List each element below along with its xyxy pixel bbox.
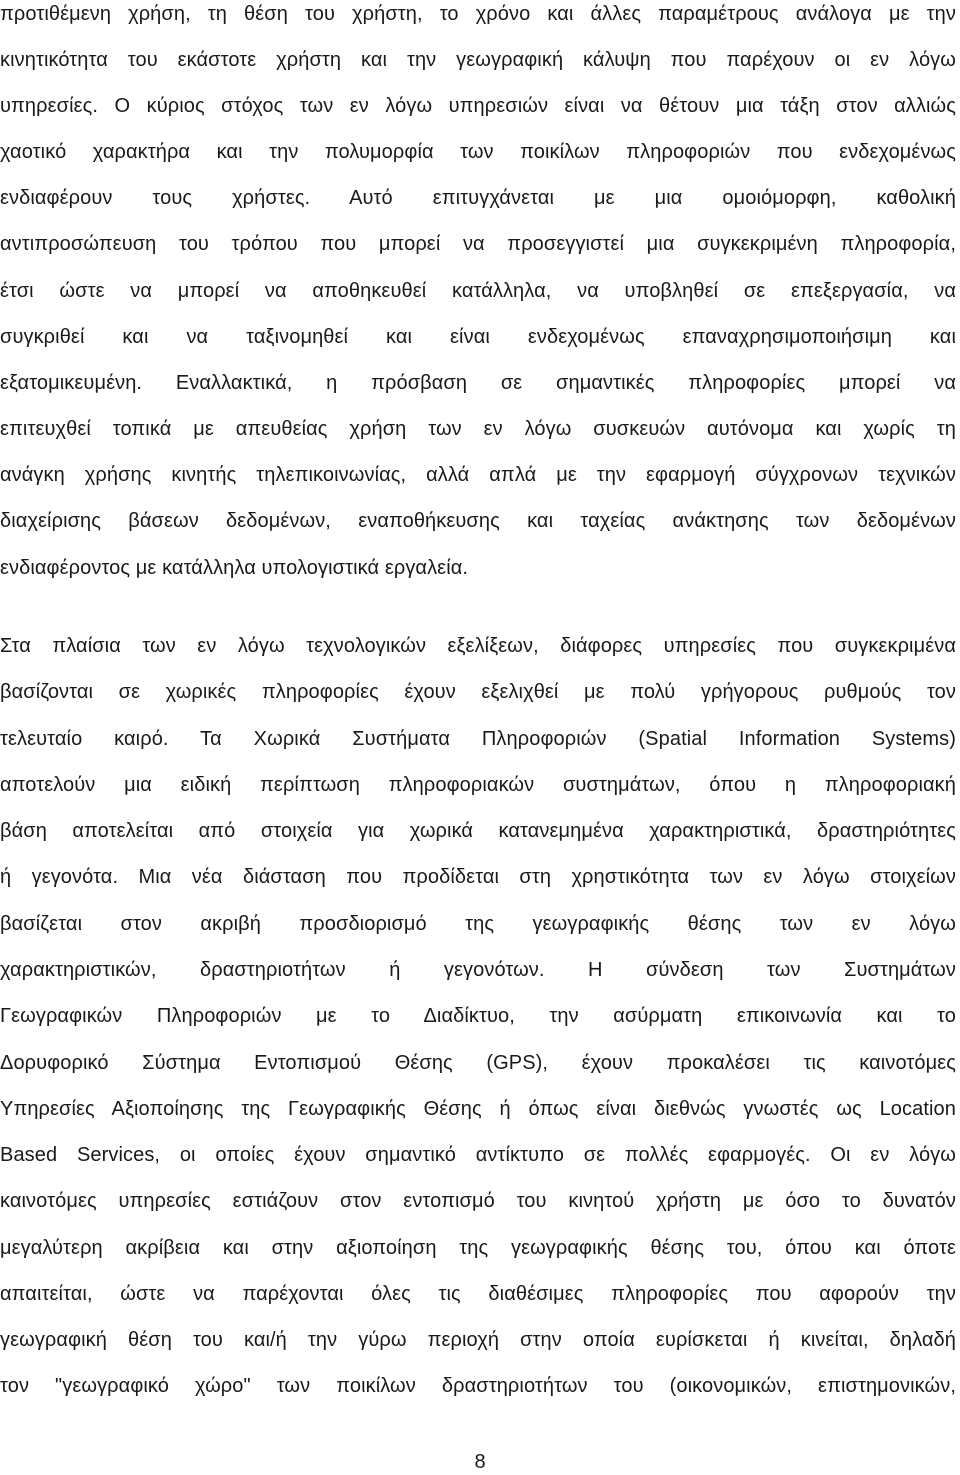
text-line: Δορυφορικό Σύστημα Εντοπισμού Θέσης (GPS), έχουν προκαλέσει τις καινοτόμες: [0, 1052, 956, 1074]
text-line: Γεωγραφικών Πληροφοριών με το Διαδίκτυο, την ασύρματη επικοινωνία και το: [0, 1005, 956, 1027]
text-line: έτσι ώστε να μπορεί να αποθηκευθεί κατάλληλα, να υποβληθεί σε επεξεργασία, να: [0, 280, 956, 302]
text-line: χαρακτηριστικών, δραστηριοτήτων ή γεγονότων. Η σύνδεση των Συστημάτων: [0, 959, 956, 981]
text-line: ή γεγονότα. Μια νέα διάσταση που προδίδεται στη χρηστικότητα των εν λόγω στοιχείων: [0, 866, 956, 888]
text-line: μεγαλύτερη ακρίβεια και στην αξιοποίηση της γεωγραφικής θέσης του, όπου και όποτε: [0, 1237, 956, 1259]
text-line: τελευταίο καιρό. Τα Χωρικά Συστήματα Πληροφοριών (Spatial Information Systems): [0, 728, 956, 750]
text-line: κινητικότητα του εκάστοτε χρήστη και την γεωγραφική κάλυψη που παρέχουν οι εν λόγω: [0, 49, 956, 71]
text-line: διαχείρισης βάσεων δεδομένων, εναποθήκευσης και ταχείας ανάκτησης των δεδομένων: [0, 510, 956, 532]
text-line: επιτευχθεί τοπικά με απευθείας χρήση των εν λόγω συσκευών αυτόνομα και χωρίς τη: [0, 418, 956, 440]
text-line: ενδιαφέροντος με κατάλληλα υπολογιστικά εργαλεία.: [0, 557, 469, 579]
text-line: Στα πλαίσια των εν λόγω τεχνολογικών εξελίξεων, διάφορες υπηρεσίες που συγκεκριμένα: [0, 635, 956, 657]
text-line: ανάγκη χρήσης κινητής τηλεπικοινωνίας, αλλά απλά με την εφαρμογή σύγχρονων τεχνικών: [0, 464, 956, 486]
text-line: χαοτικό χαρακτήρα και την πολυμορφία των ποικίλων πληροφοριών που ενδεχομένως: [0, 141, 956, 163]
page-number: 8: [474, 1451, 486, 1473]
text-line: βασίζονται σε χωρικές πληροφορίες έχουν εξελιχθεί με πολύ γρήγορους ρυθμούς τον: [0, 681, 956, 703]
text-line: ενδιαφέρουν τους χρήστες. Αυτό επιτυγχάνεται με μια ομοιόμορφη, καθολική: [0, 187, 956, 209]
text-line: αποτελούν μια ειδική περίπτωση πληροφοριακών συστημάτων, όπου η πληροφοριακή: [0, 774, 956, 796]
text-line: αντιπροσώπευση του τρόπου που μπορεί να προσεγγιστεί μια συγκεκριμένη πληροφορία,: [0, 233, 956, 255]
text-line: υπηρεσίες. Ο κύριος στόχος των εν λόγω υπηρεσιών είναι να θέτουν μια τάξη στον αλλιώς: [0, 95, 956, 117]
text-line: γεωγραφική θέση του και/ή την γύρω περιοχή στην οποία ευρίσκεται ή κινείται, δηλαδή: [0, 1329, 956, 1351]
text-line: εξατομικευμένη. Εναλλακτικά, η πρόσβαση σε σημαντικές πληροφορίες μπορεί να: [0, 372, 956, 394]
text-line: Υπηρεσίες Αξιοποίησης της Γεωγραφικής Θέσης ή όπως είναι διεθνώς γνωστές ως Location: [0, 1098, 956, 1120]
text-line: βάση αποτελείται από στοιχεία για χωρικά κατανεμημένα χαρακτηριστικά, δραστηριότητες: [0, 820, 956, 842]
text-line: απαιτείται, ώστε να παρέχονται όλες τις διαθέσιμες πληροφορίες που αφορούν την: [0, 1283, 956, 1305]
text-line: προτιθέμενη χρήση, τη θέση του χρήστη, το χρόνο και άλλες παραμέτρους ανάλογα με την: [0, 3, 956, 25]
text-line: τον "γεωγραφικό χώρο" των ποικίλων δραστηριοτήτων του (οικονομικών, επιστημονικών,: [0, 1375, 956, 1397]
text-line: Based Services, οι οποίες έχουν σημαντικό αντίκτυπο σε πολλές εφαρμογές. Οι εν λόγω: [0, 1144, 956, 1166]
text-line: καινοτόμες υπηρεσίες εστιάζουν στον εντοπισμό του κινητού χρήστη με όσο το δυνατόν: [0, 1190, 956, 1212]
text-line: βασίζεται στον ακριβή προσδιορισμό της γεωγραφικής θέσης των εν λόγω: [0, 913, 956, 935]
text-line: συγκριθεί και να ταξινομηθεί και είναι ενδεχομένως επαναχρησιμοποιήσιμη και: [0, 326, 956, 348]
